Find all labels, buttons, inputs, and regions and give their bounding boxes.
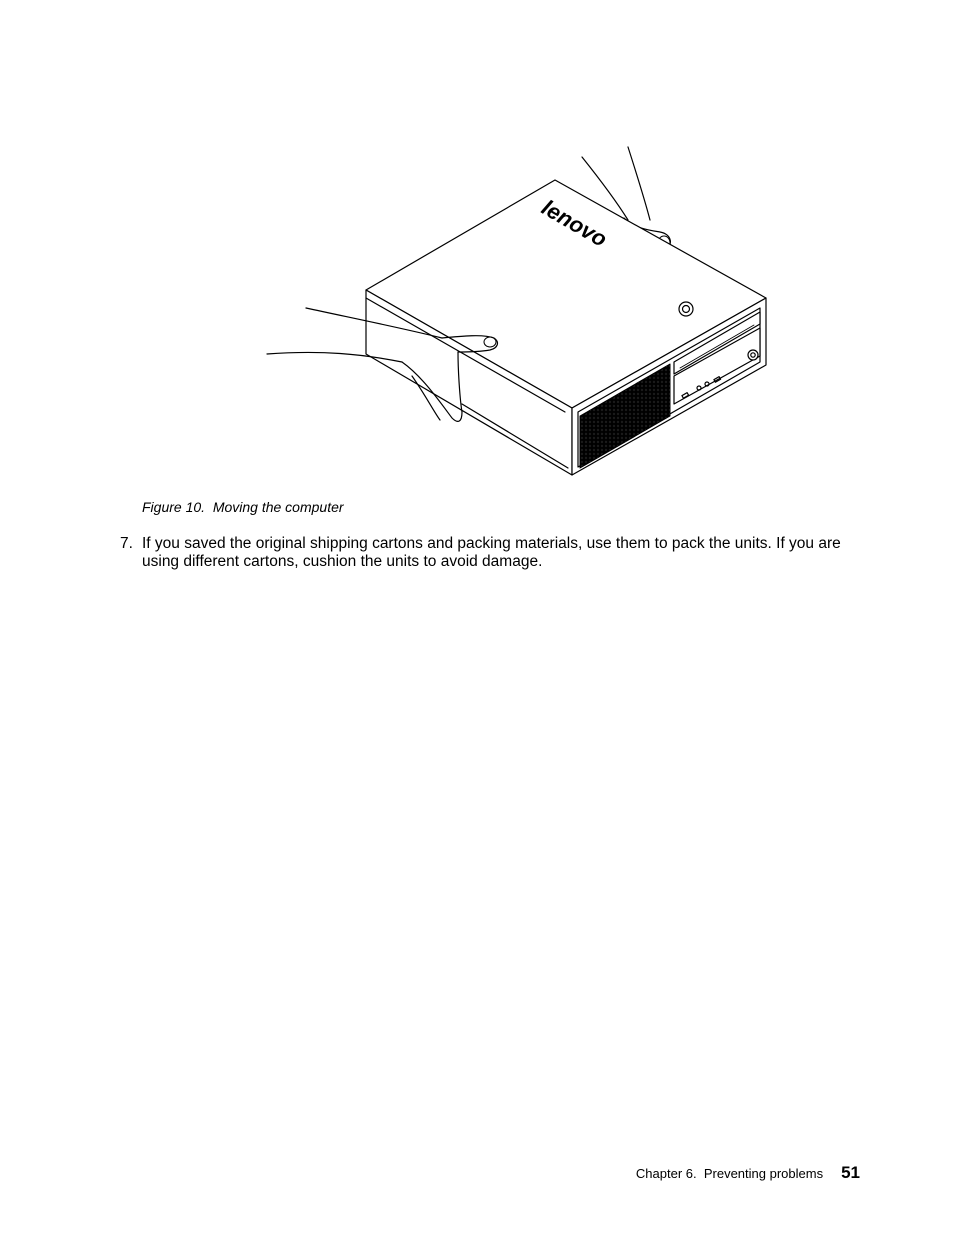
footer-chapter: Chapter 6. Preventing problems [635,1166,824,1181]
lenovo-logo: lenovo [537,194,612,252]
computer-illustration [262,142,772,480]
page-footer [636,1163,860,1183]
figure-caption: Figure 10. Moving the computer [142,499,344,515]
page-number: 51 [841,1163,860,1182]
step-text: If you saved the original shipping cartons and packing materials, use them to pack the units. If you are using different cartons, cushion the units to avoid damage. [142,535,841,570]
step-number: 7. [120,535,133,552]
